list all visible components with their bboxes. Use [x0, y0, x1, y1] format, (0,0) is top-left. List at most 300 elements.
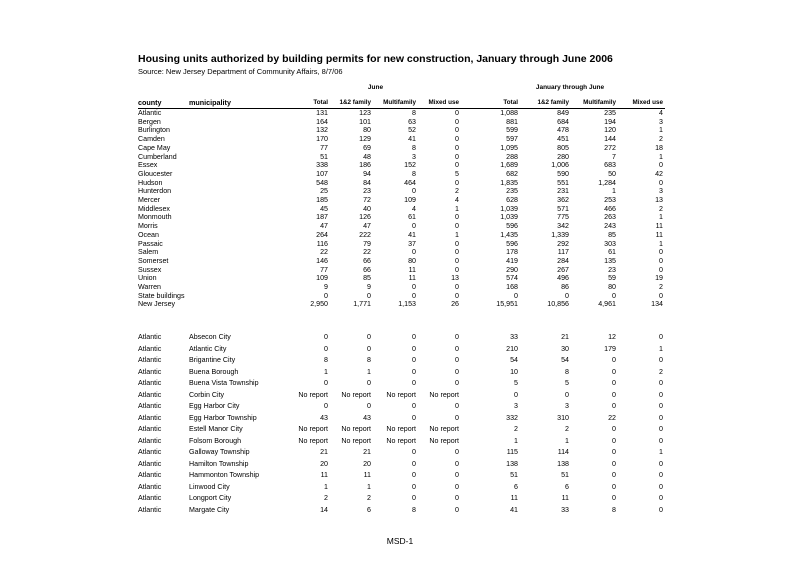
- value-cell: 94: [363, 169, 371, 178]
- value-cell: 109: [404, 196, 416, 204]
- value-cell: 0: [659, 248, 663, 257]
- value-cell: 222: [359, 230, 371, 239]
- value-cell: 61: [408, 213, 416, 222]
- value-cell: 0: [612, 482, 616, 491]
- value-cell: 0: [455, 222, 459, 231]
- county-cell: Burlington: [138, 126, 170, 135]
- value-cell: 0: [565, 390, 569, 399]
- value-cell: 6: [367, 505, 371, 514]
- table-row: [0, 187, 800, 196]
- column-header-june-multifamily: Multifamily: [383, 99, 416, 106]
- value-cell: 77: [320, 265, 328, 274]
- value-cell: 9: [367, 283, 371, 291]
- value-cell: 0: [455, 178, 459, 187]
- value-cell: 23: [608, 265, 616, 274]
- value-cell: 5: [565, 379, 569, 387]
- table-row: [0, 170, 800, 179]
- value-cell: 187: [316, 213, 328, 222]
- value-cell: 332: [506, 413, 518, 422]
- value-cell: 48: [363, 152, 371, 161]
- value-cell: 115: [506, 448, 518, 456]
- value-cell: 51: [561, 471, 569, 479]
- value-cell: 0: [455, 402, 459, 410]
- value-cell: 288: [506, 152, 518, 161]
- county-cell: Monmouth: [138, 213, 172, 222]
- value-cell: 684: [557, 117, 569, 126]
- value-cell: 574: [506, 274, 518, 283]
- value-cell: 2: [659, 204, 663, 213]
- value-cell: 13: [451, 274, 459, 283]
- value-cell: 683: [604, 161, 616, 170]
- value-cell: No report: [298, 425, 328, 433]
- value-cell: 11: [655, 222, 663, 231]
- table-row: [0, 483, 800, 492]
- value-cell: 0: [412, 367, 416, 376]
- table-row: [0, 240, 800, 249]
- value-cell: 51: [510, 471, 518, 479]
- value-cell: 117: [557, 248, 569, 257]
- value-cell: 178: [506, 248, 518, 257]
- value-cell: 0: [412, 333, 416, 341]
- value-cell: 253: [604, 196, 616, 204]
- value-cell: No report: [298, 436, 328, 445]
- column-header-ytd-mixed: Mixed use: [632, 99, 663, 106]
- value-cell: 280: [557, 152, 569, 161]
- value-cell: 152: [404, 161, 416, 170]
- value-cell: 235: [506, 187, 518, 196]
- table-row: [0, 460, 800, 469]
- value-cell: 0: [412, 222, 416, 231]
- value-cell: 6: [565, 482, 569, 491]
- value-cell: 170: [316, 135, 328, 144]
- value-cell: 5: [455, 169, 459, 178]
- value-cell: 37: [408, 239, 416, 248]
- value-cell: 571: [557, 204, 569, 213]
- value-cell: 0: [659, 482, 663, 491]
- value-cell: 682: [506, 169, 518, 178]
- table-row: [0, 257, 800, 266]
- value-cell: 1: [659, 152, 663, 161]
- value-cell: 0: [612, 367, 616, 376]
- county-cell: Hudson: [138, 178, 163, 187]
- value-cell: 19: [655, 274, 663, 283]
- value-cell: 61: [608, 248, 616, 257]
- value-cell: 107: [316, 169, 328, 178]
- county-cell: Essex: [138, 161, 158, 170]
- table-row: [0, 153, 800, 162]
- county-cell: Atlantic: [138, 436, 162, 445]
- municipality-cell: Egg Harbor Township: [189, 413, 257, 422]
- table-row: [0, 379, 800, 388]
- report-source: Source: New Jersey Department of Community Affairs, 8/7/06: [138, 67, 343, 76]
- value-cell: 0: [659, 333, 663, 341]
- value-cell: 4,961: [598, 300, 616, 309]
- value-cell: 303: [604, 239, 616, 248]
- value-cell: No report: [429, 390, 459, 399]
- value-cell: 210: [506, 344, 518, 353]
- value-cell: 2: [455, 187, 459, 196]
- value-cell: 551: [557, 178, 569, 187]
- value-cell: 11: [363, 471, 371, 479]
- value-cell: 1: [367, 482, 371, 491]
- municipality-cell: Egg Harbor City: [189, 402, 240, 410]
- table-row: [0, 494, 800, 503]
- value-cell: 597: [506, 135, 518, 144]
- value-cell: 3: [565, 402, 569, 410]
- value-cell: 1: [455, 204, 459, 213]
- value-cell: 451: [557, 135, 569, 144]
- value-cell: 0: [455, 344, 459, 353]
- municipality-cell: Linwood City: [189, 482, 230, 491]
- table-row: [0, 144, 800, 153]
- table-row: [0, 368, 800, 377]
- value-cell: 263: [604, 213, 616, 222]
- municipality-cell: Galloway Township: [189, 448, 250, 456]
- value-cell: 1,039: [500, 204, 518, 213]
- value-cell: 20: [320, 459, 328, 468]
- municipality-cell: Atlantic City: [189, 344, 227, 353]
- value-cell: 42: [655, 169, 663, 178]
- county-cell: Atlantic: [138, 356, 162, 364]
- value-cell: 11: [408, 274, 416, 283]
- value-cell: 0: [412, 283, 416, 291]
- municipality-cell: Buena Vista Township: [189, 379, 259, 387]
- value-cell: 20: [363, 459, 371, 468]
- value-cell: 0: [455, 117, 459, 126]
- value-cell: 109: [316, 274, 328, 283]
- value-cell: 13: [655, 196, 663, 204]
- table-row: [0, 448, 800, 457]
- value-cell: 0: [324, 291, 328, 300]
- table-row: [0, 118, 800, 127]
- county-cell: Camden: [138, 135, 165, 144]
- value-cell: 11: [561, 494, 569, 502]
- value-cell: 179: [604, 344, 616, 353]
- value-cell: 21: [363, 448, 371, 456]
- value-cell: 0: [412, 459, 416, 468]
- value-cell: 3: [659, 117, 663, 126]
- value-cell: 548: [316, 178, 328, 187]
- value-cell: 0: [659, 471, 663, 479]
- value-cell: 0: [612, 291, 616, 300]
- value-cell: 131: [316, 109, 328, 117]
- value-cell: 0: [412, 482, 416, 491]
- table-row: [0, 414, 800, 423]
- county-cell: Bergen: [138, 117, 161, 126]
- county-cell: Atlantic: [138, 333, 162, 341]
- group-header-ytd: January through June: [535, 84, 605, 91]
- value-cell: 138: [506, 459, 518, 468]
- value-cell: 0: [455, 494, 459, 502]
- value-cell: 1,088: [500, 109, 518, 117]
- value-cell: 7: [612, 152, 616, 161]
- value-cell: 30: [561, 344, 569, 353]
- page-footer: MSD-1: [386, 536, 414, 546]
- table-row: [0, 274, 800, 283]
- county-cell: Middlesex: [138, 204, 170, 213]
- value-cell: 0: [455, 161, 459, 170]
- value-cell: 1,689: [500, 161, 518, 170]
- value-cell: 0: [455, 356, 459, 364]
- value-cell: 0: [514, 390, 518, 399]
- county-cell: Atlantic: [138, 505, 162, 514]
- table-row: [0, 283, 800, 292]
- value-cell: 5: [514, 379, 518, 387]
- county-cell: Atlantic: [138, 344, 162, 353]
- value-cell: 4: [659, 109, 663, 117]
- value-cell: 0: [367, 402, 371, 410]
- value-cell: 1: [659, 239, 663, 248]
- value-cell: 1,153: [398, 300, 416, 309]
- value-cell: 466: [604, 204, 616, 213]
- value-cell: 8: [412, 109, 416, 117]
- county-cell: Gloucester: [138, 169, 173, 178]
- value-cell: 0: [412, 448, 416, 456]
- value-cell: 0: [412, 356, 416, 364]
- value-cell: 8: [412, 169, 416, 178]
- value-cell: 14: [320, 505, 328, 514]
- value-cell: 1: [565, 436, 569, 445]
- group-header-june: June: [367, 84, 384, 91]
- column-header-county: county: [138, 98, 162, 107]
- value-cell: 0: [659, 402, 663, 410]
- value-cell: 0: [455, 413, 459, 422]
- value-cell: 0: [455, 135, 459, 144]
- table-row: [0, 161, 800, 170]
- municipality-cell: Longport City: [189, 494, 232, 502]
- value-cell: 0: [412, 413, 416, 422]
- value-cell: 1,435: [500, 230, 518, 239]
- value-cell: 0: [455, 333, 459, 341]
- value-cell: 69: [363, 143, 371, 152]
- value-cell: 126: [359, 213, 371, 222]
- table-row: [0, 300, 800, 309]
- value-cell: 47: [363, 222, 371, 231]
- column-header-june-mixed: Mixed use: [428, 99, 459, 106]
- value-cell: 54: [510, 356, 518, 364]
- value-cell: 0: [455, 482, 459, 491]
- value-cell: 775: [557, 213, 569, 222]
- value-cell: 41: [408, 230, 416, 239]
- table-row: [0, 248, 800, 257]
- report-title: Housing units authorized by building permits for new construction, January through June 2006: [138, 53, 613, 65]
- value-cell: 0: [612, 494, 616, 502]
- value-cell: 0: [659, 425, 663, 433]
- column-header-june-family: 1&2 family: [339, 99, 371, 106]
- value-cell: 0: [455, 459, 459, 468]
- value-cell: 43: [363, 413, 371, 422]
- county-cell: Atlantic: [138, 448, 162, 456]
- value-cell: 0: [659, 161, 663, 170]
- value-cell: 8: [412, 143, 416, 152]
- value-cell: 0: [612, 402, 616, 410]
- county-cell: Atlantic: [138, 367, 162, 376]
- value-cell: 194: [604, 117, 616, 126]
- value-cell: 0: [612, 379, 616, 387]
- value-cell: 21: [561, 333, 569, 341]
- value-cell: 84: [363, 178, 371, 187]
- value-cell: 0: [612, 425, 616, 433]
- value-cell: 138: [557, 459, 569, 468]
- value-cell: 496: [557, 274, 569, 283]
- county-cell: Atlantic: [138, 402, 162, 410]
- value-cell: 596: [506, 222, 518, 231]
- value-cell: 116: [316, 239, 328, 248]
- table-row: [0, 213, 800, 222]
- value-cell: 1,095: [500, 143, 518, 152]
- value-cell: 0: [659, 436, 663, 445]
- table-row: [0, 345, 800, 354]
- county-cell: Atlantic: [138, 413, 162, 422]
- value-cell: 1: [514, 436, 518, 445]
- value-cell: 464: [404, 178, 416, 187]
- county-cell: New Jersey: [138, 300, 176, 309]
- value-cell: 146: [316, 256, 328, 265]
- table-row: [0, 437, 800, 446]
- value-cell: 185: [316, 196, 328, 204]
- value-cell: 0: [612, 448, 616, 456]
- value-cell: 51: [320, 152, 328, 161]
- value-cell: 267: [557, 265, 569, 274]
- column-header-june-total: Total: [313, 99, 328, 106]
- value-cell: 4: [455, 196, 459, 204]
- column-header-ytd-multifamily: Multifamily: [583, 99, 616, 106]
- value-cell: 292: [557, 239, 569, 248]
- value-cell: 2: [514, 425, 518, 433]
- value-cell: 0: [612, 390, 616, 399]
- county-cell: Atlantic: [138, 459, 162, 468]
- value-cell: 22: [608, 413, 616, 422]
- value-cell: 164: [316, 117, 328, 126]
- value-cell: 25: [320, 187, 328, 196]
- municipality-cell: Folsom Borough: [189, 436, 242, 445]
- value-cell: 0: [455, 448, 459, 456]
- table-row: [0, 222, 800, 231]
- municipality-cell: Brigantine City: [189, 356, 236, 364]
- value-cell: 1: [612, 187, 616, 196]
- value-cell: 22: [320, 248, 328, 257]
- value-cell: 54: [561, 356, 569, 364]
- value-cell: 43: [320, 413, 328, 422]
- value-cell: 805: [557, 143, 569, 152]
- table-row: [0, 179, 800, 188]
- value-cell: 0: [455, 109, 459, 117]
- value-cell: 0: [412, 344, 416, 353]
- county-cell: Atlantic: [138, 379, 162, 387]
- value-cell: 10: [510, 367, 518, 376]
- value-cell: 2: [324, 494, 328, 502]
- value-cell: 0: [659, 379, 663, 387]
- value-cell: 66: [363, 265, 371, 274]
- value-cell: 72: [363, 196, 371, 204]
- county-cell: Union: [138, 274, 157, 283]
- value-cell: 23: [363, 187, 371, 196]
- value-cell: 59: [608, 274, 616, 283]
- value-cell: 6: [514, 482, 518, 491]
- value-cell: 342: [557, 222, 569, 231]
- value-cell: 11: [655, 230, 663, 239]
- value-cell: 310: [557, 413, 569, 422]
- value-cell: 0: [455, 283, 459, 291]
- value-cell: 12: [608, 333, 616, 341]
- value-cell: 231: [557, 187, 569, 196]
- value-cell: 2: [659, 283, 663, 291]
- value-cell: 0: [412, 291, 416, 300]
- value-cell: 628: [506, 196, 518, 204]
- value-cell: 3: [659, 187, 663, 196]
- value-cell: 0: [324, 344, 328, 353]
- value-cell: 1,771: [353, 300, 371, 309]
- value-cell: 0: [659, 505, 663, 514]
- value-cell: 0: [455, 379, 459, 387]
- value-cell: 2: [367, 494, 371, 502]
- county-cell: Warren: [138, 283, 161, 291]
- value-cell: 186: [359, 161, 371, 170]
- value-cell: 0: [612, 356, 616, 364]
- value-cell: 243: [604, 222, 616, 231]
- value-cell: 1: [324, 367, 328, 376]
- value-cell: 144: [604, 135, 616, 144]
- value-cell: 0: [612, 459, 616, 468]
- value-cell: 0: [367, 291, 371, 300]
- table-row: [0, 391, 800, 400]
- value-cell: 338: [316, 161, 328, 170]
- table-row: [0, 425, 800, 434]
- value-cell: 18: [655, 143, 663, 152]
- value-cell: 1: [455, 230, 459, 239]
- value-cell: No report: [386, 390, 416, 399]
- value-cell: 11: [320, 471, 328, 479]
- value-cell: 0: [659, 356, 663, 364]
- value-cell: 40: [363, 204, 371, 213]
- value-cell: 2,950: [310, 300, 328, 309]
- value-cell: 0: [455, 505, 459, 514]
- value-cell: 8: [412, 505, 416, 514]
- value-cell: 1,835: [500, 178, 518, 187]
- value-cell: No report: [429, 425, 459, 433]
- value-cell: 101: [359, 117, 371, 126]
- value-cell: 168: [506, 283, 518, 291]
- value-cell: 599: [506, 126, 518, 135]
- value-cell: 41: [510, 505, 518, 514]
- value-cell: 86: [561, 283, 569, 291]
- value-cell: 1,284: [598, 178, 616, 187]
- value-cell: 11: [408, 265, 416, 274]
- value-cell: 0: [412, 379, 416, 387]
- county-cell: Mercer: [138, 196, 161, 204]
- value-cell: 0: [455, 143, 459, 152]
- county-cell: Salem: [138, 248, 159, 257]
- value-cell: 22: [363, 248, 371, 257]
- value-cell: 33: [561, 505, 569, 514]
- value-cell: 264: [316, 230, 328, 239]
- value-cell: 1: [324, 482, 328, 491]
- county-cell: Atlantic: [138, 494, 162, 502]
- value-cell: 132: [316, 126, 328, 135]
- value-cell: 1,006: [551, 161, 569, 170]
- value-cell: 1: [659, 213, 663, 222]
- value-cell: No report: [386, 425, 416, 433]
- value-cell: 114: [557, 448, 569, 456]
- county-cell: State buildings: [138, 291, 185, 300]
- county-cell: Atlantic: [138, 425, 162, 433]
- value-cell: 4: [412, 204, 416, 213]
- value-cell: 0: [455, 291, 459, 300]
- value-cell: 590: [557, 169, 569, 178]
- value-cell: 135: [604, 256, 616, 265]
- table-row: [0, 126, 800, 135]
- county-cell: Hunterdon: [138, 187, 172, 196]
